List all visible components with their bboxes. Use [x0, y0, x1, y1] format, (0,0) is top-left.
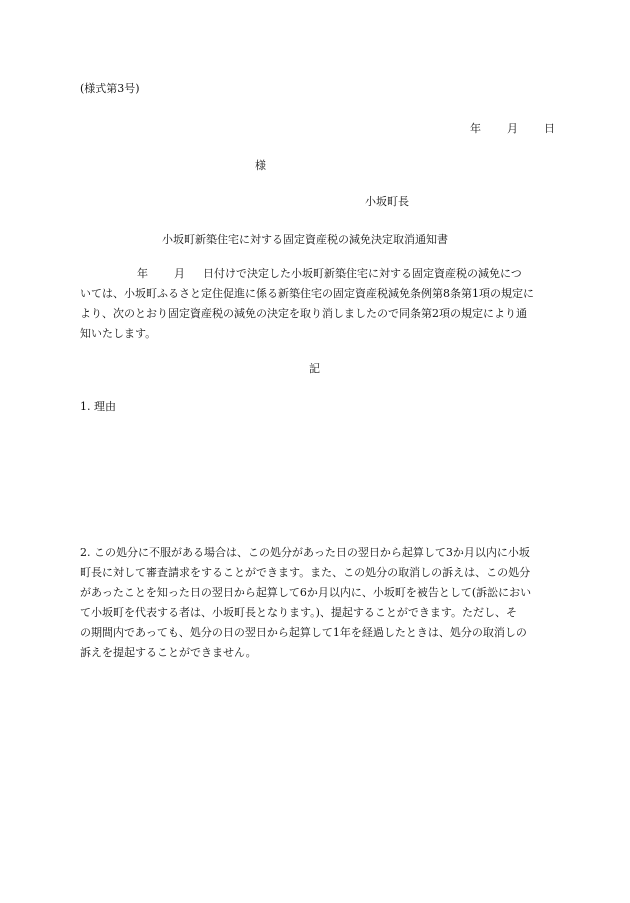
section-1-heading: 1. 理由	[80, 400, 116, 413]
date-day: 日	[544, 122, 555, 135]
addressee-suffix: 様	[255, 159, 266, 172]
intro-line-2: いては、小坂町ふるさと定住促進に係る新築住宅の固定資産税減免条例第8条第1項の規定に	[80, 287, 534, 300]
sender-name: 小坂町長	[365, 195, 409, 208]
section-2-line: て小坂町を代表する者は、小坂町長となります。)、提起することができます。ただし、そ	[80, 606, 518, 619]
date-year: 年	[470, 122, 481, 135]
section-2-paragraph	[80, 543, 531, 663]
section-2-line: 訴えを提起することができません。	[80, 646, 257, 659]
ki-heading: 記	[309, 362, 320, 375]
document-title: 小坂町新築住宅に対する固定資産税の減免決定取消通知書	[162, 233, 448, 246]
intro-paragraph	[80, 264, 534, 344]
intro-line-3: より、次のとおり固定資産税の減免の決定を取り消しましたので同条第2項の規定により通	[80, 307, 527, 320]
date-line	[470, 120, 555, 136]
intro-line-1: 年 月 日付けで決定した小坂町新築住宅に対する固定資産税の減免につ	[137, 267, 522, 280]
section-2-line: の期間内であっても、処分の日の翌日から起算して1年を経過したときは、処分の取消しの	[80, 626, 527, 639]
intro-date-month: 月	[174, 267, 185, 280]
intro-line-4: 知いたします。	[80, 327, 157, 340]
intro-date-year: 年	[137, 267, 148, 280]
section-2-line: 町長に対して審査請求をすることができます。また、この処分の取消しの訴えは、この処分	[80, 566, 531, 579]
section-2-line: があったことを知った日の翌日から起算して6か月以内に、小坂町を被告として(訴訟におい	[80, 586, 532, 599]
section-2-line: 2. この処分に不服がある場合は、この処分があった日の翌日から起算して3か月以内に小坂	[80, 546, 530, 559]
form-number-label: (様式第3号)	[80, 82, 140, 95]
date-month: 月	[507, 122, 518, 135]
